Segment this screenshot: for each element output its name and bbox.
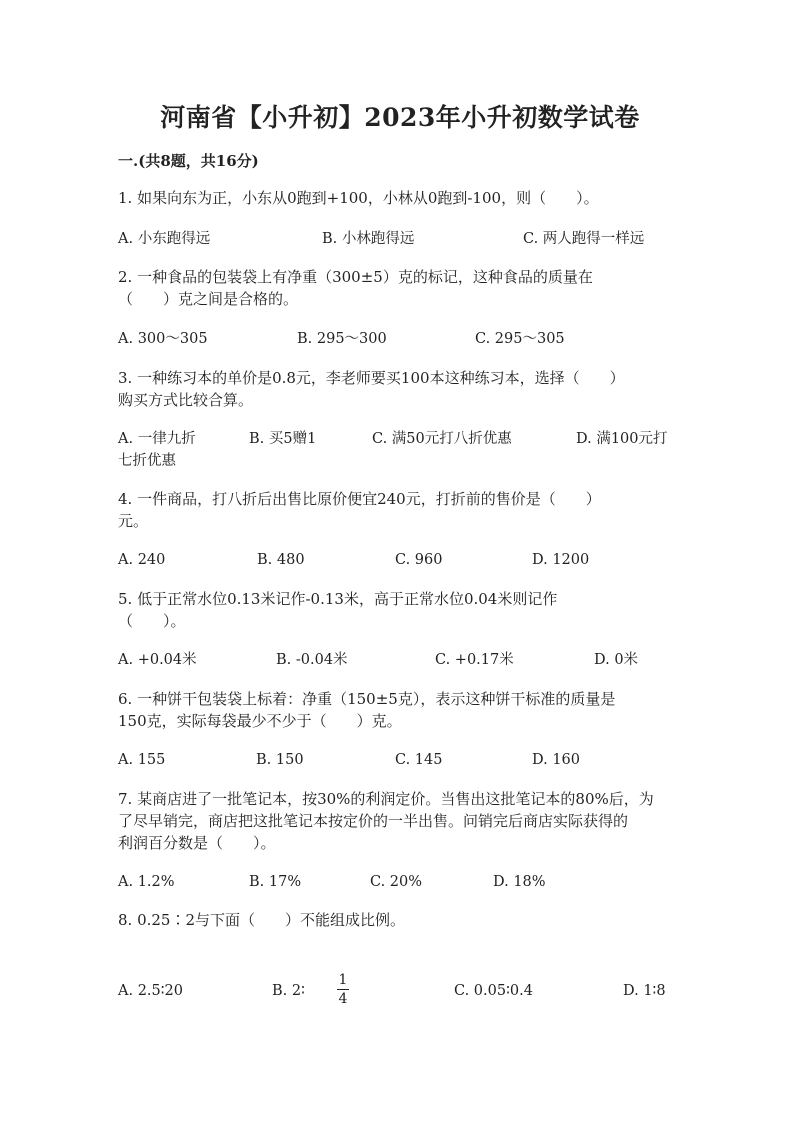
question-1-options xyxy=(118,228,698,250)
option-d[interactable]: D. 0米 xyxy=(594,652,639,668)
fraction-bar xyxy=(337,989,349,990)
option-a[interactable]: A. 155 xyxy=(118,752,166,768)
option-b[interactable]: B. 17% xyxy=(249,874,302,890)
option-b[interactable]: B. -0.04米 xyxy=(276,652,348,668)
question-6 xyxy=(118,688,678,732)
question-text-line-2: 购买方式比较合算。 xyxy=(118,391,254,409)
option-d-continuation: 七折优惠 xyxy=(118,453,176,469)
question-4-options xyxy=(118,549,698,571)
option-d[interactable]: D. 1200 xyxy=(532,552,590,568)
question-text-line-2: （ ）克之间是合格的。 xyxy=(118,290,299,308)
question-5-options xyxy=(118,649,698,671)
fraction-one-quarter xyxy=(337,972,349,1007)
question-text-line-2: 了尽早销完，商店把这批笔记本按定价的一半出售。问销完后商店实际获得的 xyxy=(118,812,629,830)
option-c[interactable]: C. 两人跑得一样远 xyxy=(523,231,645,247)
option-a[interactable]: A. 2.5∶20 xyxy=(118,983,183,999)
question-1 xyxy=(118,187,678,209)
question-3-options xyxy=(118,428,698,450)
option-c[interactable]: C. 145 xyxy=(395,752,443,768)
option-b[interactable]: B. 295～300 xyxy=(297,331,387,347)
question-6-options xyxy=(118,749,698,771)
question-text-line-1: 7. 某商店进了一批笔记本，按30%的利润定价。当售出这批笔记本的80%后，为 xyxy=(118,790,654,808)
question-text-line-1: 2. 一种食品的包装袋上有净重（300±5）克的标记，这种食品的质量在 xyxy=(118,268,593,286)
option-a[interactable]: A. 一律九折 xyxy=(118,431,196,447)
question-text-line-2: （ ）。 xyxy=(118,612,186,630)
fraction-numerator: 1 xyxy=(338,972,348,988)
question-8 xyxy=(118,909,678,931)
option-b[interactable]: B. 2∶ xyxy=(272,983,305,999)
question-4 xyxy=(118,488,678,532)
question-3 xyxy=(118,367,678,411)
option-a[interactable]: A. 300～305 xyxy=(118,331,208,347)
option-b[interactable]: B. 150 xyxy=(256,752,304,768)
question-5 xyxy=(118,588,678,632)
option-c[interactable]: C. 20% xyxy=(370,874,423,890)
question-8-options xyxy=(118,972,698,1007)
question-7 xyxy=(118,788,678,854)
question-text-line-1: 4. 一件商品，打八折后出售比原价便宜240元，打折前的售价是（ ） xyxy=(118,490,601,508)
option-d[interactable]: D. 满100元打 xyxy=(576,431,668,447)
question-text-line-3: 利润百分数是（ ）。 xyxy=(118,834,276,852)
option-c[interactable]: C. +0.17米 xyxy=(435,652,514,668)
option-a[interactable]: A. 小东跑得远 xyxy=(118,231,211,247)
question-text-line-1: 6. 一种饼干包装袋上标着：净重（150±5克），表示这种饼干标准的质量是 xyxy=(118,690,616,708)
option-c[interactable]: C. 0.05∶0.4 xyxy=(454,983,533,999)
option-b[interactable]: B. 买5赠1 xyxy=(249,431,317,447)
question-text-line-2: 150克，实际每袋最少不少于（ ）克。 xyxy=(118,712,402,730)
question-text-line-1: 3. 一种练习本的单价是0.8元，李老师要买100本这种练习本，选择（ ） xyxy=(118,369,625,387)
question-text-line-2: 元。 xyxy=(118,512,149,530)
question-2 xyxy=(118,266,678,310)
question-text: 8. 0.25∶2与下面（ ）不能组成比例。 xyxy=(118,911,406,929)
option-a[interactable]: A. 240 xyxy=(118,552,166,568)
option-b[interactable]: B. 小林跑得远 xyxy=(322,231,415,247)
option-c[interactable]: C. 满50元打八折优惠 xyxy=(372,431,512,447)
option-c[interactable]: C. 960 xyxy=(395,552,443,568)
question-2-options xyxy=(118,328,698,350)
section-heading: 一.(共8题，共16分) xyxy=(118,152,259,170)
option-c[interactable]: C. 295～305 xyxy=(475,331,565,347)
option-d[interactable]: D. 18% xyxy=(493,874,546,890)
exam-title: 河南省【小升初】2023年小升初数学试卷 xyxy=(160,103,640,132)
fraction-denominator: 4 xyxy=(338,991,348,1007)
question-text-line-1: 5. 低于正常水位0.13米记作-0.13米，高于正常水位0.04米则记作 xyxy=(118,590,558,608)
option-a[interactable]: A. +0.04米 xyxy=(118,652,197,668)
option-d[interactable]: D. 1∶8 xyxy=(623,983,666,999)
option-b[interactable]: B. 480 xyxy=(257,552,305,568)
option-d[interactable]: D. 160 xyxy=(532,752,581,768)
option-a[interactable]: A. 1.2% xyxy=(118,874,175,890)
question-7-options xyxy=(118,871,698,893)
question-text: 1. 如果向东为正，小东从0跑到+100，小林从0跑到-100，则（ ）。 xyxy=(118,189,599,207)
